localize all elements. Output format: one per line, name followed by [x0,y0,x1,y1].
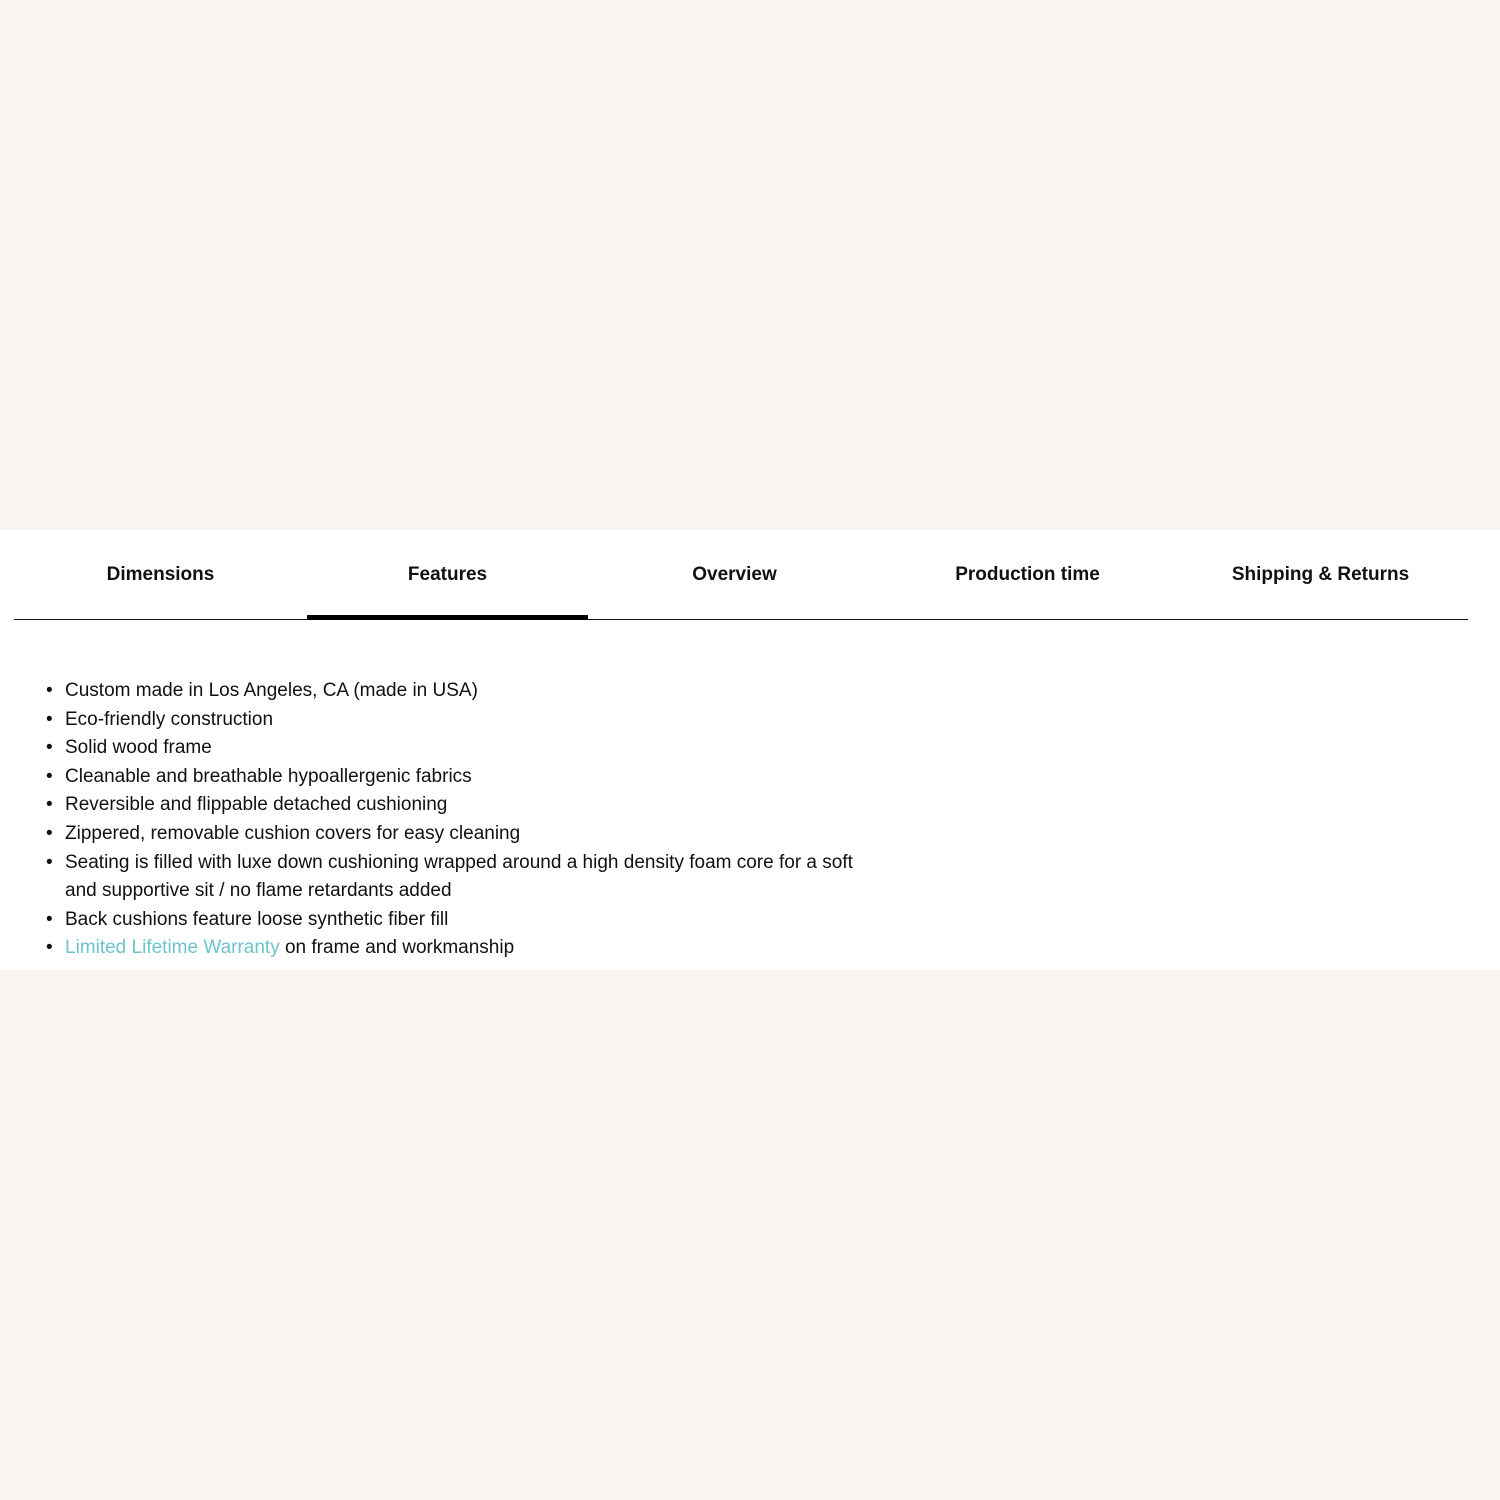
bullet-icon: • [46,851,53,873]
feature-text: Eco-friendly construction [65,708,274,730]
bullet-icon: • [46,737,53,759]
feature-text: Zippered, removable cushion covers for easy cleaning [65,822,521,844]
list-item [46,820,855,849]
warranty-link[interactable]: Limited Lifetime Warranty [65,937,280,959]
tab-bar [14,530,1468,620]
feature-text: Custom made in Los Angeles, CA (made in USA) [65,680,478,701]
tab-features[interactable]: Features [307,530,588,619]
bullet-icon: • [46,765,53,787]
list-item [46,849,855,906]
list-item [46,906,855,935]
bullet-icon: • [46,708,53,730]
feature-text: Solid wood frame [65,737,212,759]
bullet-icon: • [46,937,53,959]
tab-production-time[interactable]: Production time [955,563,1100,585]
features-list [46,677,855,963]
tab-shipping-returns[interactable]: Shipping & Returns [1231,563,1410,585]
feature-text: Seating is filled with luxe down cushioning wrapped around a high density foam core for a soft and supportive sit / no flame retardants added [65,851,853,902]
warranty-text: on frame and workmanship [279,937,515,959]
list-item [46,706,855,735]
list-item [46,791,855,820]
bullet-icon: • [46,908,53,930]
list-item [46,934,855,963]
bullet-icon: • [46,794,53,816]
list-item [46,734,855,763]
bullet-icon: • [46,822,53,844]
feature-text: Reversible and flippable detached cushioning [65,794,448,816]
feature-text: Back cushions feature loose synthetic fiber fill [65,908,449,930]
list-item [46,677,855,706]
list-item [46,763,855,792]
tab-dimensions[interactable]: Dimensions [106,563,215,585]
tab-overview[interactable]: Overview [692,563,777,585]
feature-text: Cleanable and breathable hypoallergenic fabrics [65,765,472,787]
bullet-icon: • [46,680,53,701]
product-details-panel [0,530,1500,970]
